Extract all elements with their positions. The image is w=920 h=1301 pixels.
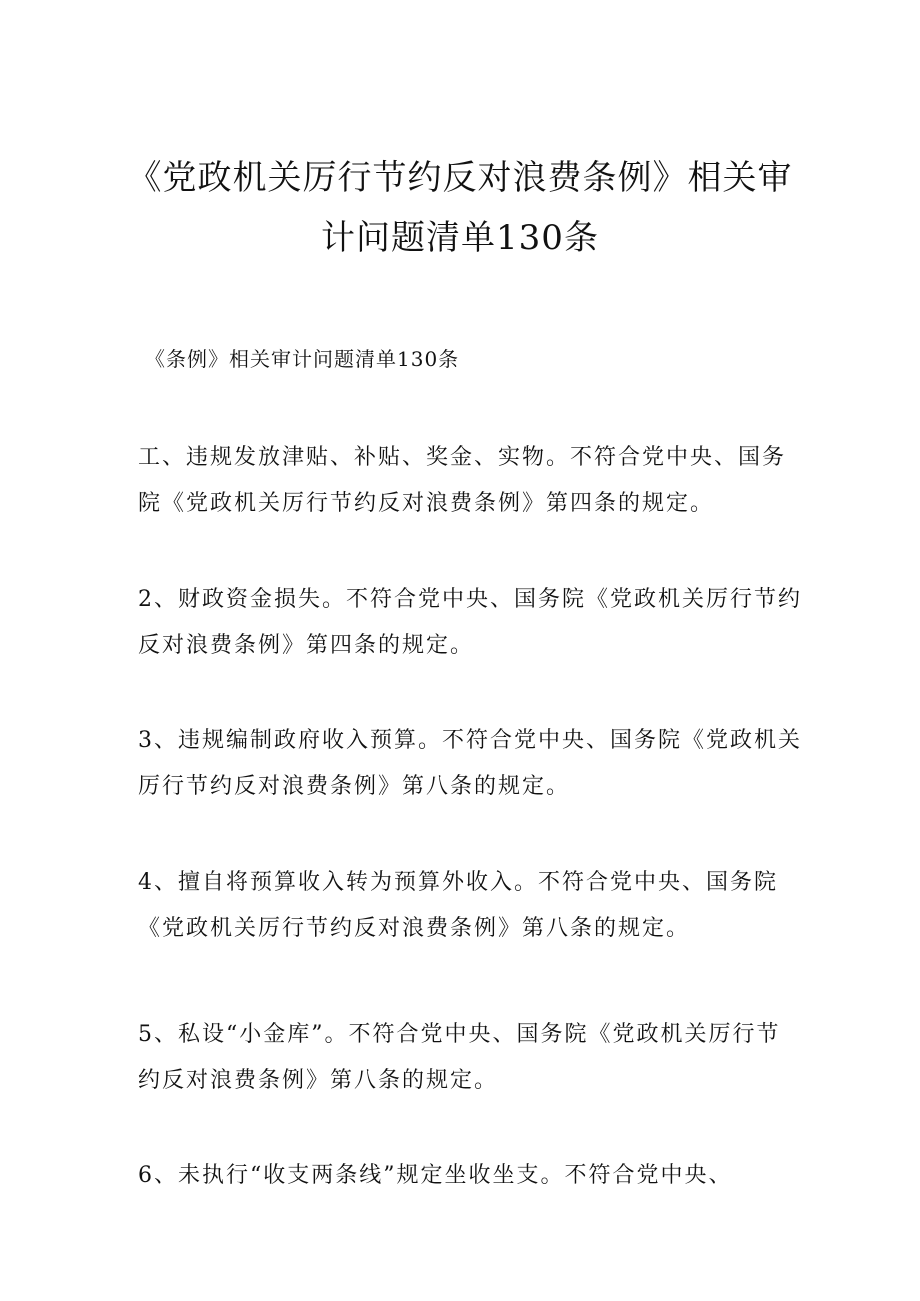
list-item-line: 4、擅自将预算收入转为预算外收入。不符合党中央、国务院 [138,870,778,895]
list-item-line: 约反对浪费条例》第八条的规定。 [138,1068,499,1093]
document-title-line-2: 计问题清单130条 [321,218,599,258]
list-item-line: 5、私设“小金库”。不符合党中央、国务院《党政机关厉行节 [138,1022,781,1047]
list-item-3 [138,718,802,810]
list-item-line: 反对浪费条例》第四条的规定。 [138,633,475,658]
document-title-line-1: 《党政机关厉行节约反对浪费条例》相关审 [127,158,793,198]
list-item-4 [138,860,798,952]
list-item-line: 厉行节约反对浪费条例》第八条的规定。 [138,774,571,799]
list-item-2 [138,577,802,669]
list-item-line: 《党政机关厉行节约反对浪费条例》第八条的规定。 [138,916,691,941]
list-item-5 [138,1012,798,1104]
list-item-6 [138,1153,798,1199]
list-item-line: 6、未执行“收支两条线”规定坐收坐支。不符合党中央、 [138,1163,733,1188]
list-item-1 [138,435,798,527]
list-item-line: 院《党政机关厉行节约反对浪费条例》第四条的规定。 [138,491,715,516]
list-item-line: 2、财政资金损失。不符合党中央、国务院《党政机关厉行节约 [138,587,802,612]
document-subtitle: 《条例》相关审计问题清单130条 [145,347,460,371]
list-item-line: 工、违规发放津贴、补贴、奖金、实物。不符合党中央、国务 [138,445,787,470]
list-item-line: 3、违规编制政府收入预算。不符合党中央、国务院《党政机关 [138,728,802,753]
